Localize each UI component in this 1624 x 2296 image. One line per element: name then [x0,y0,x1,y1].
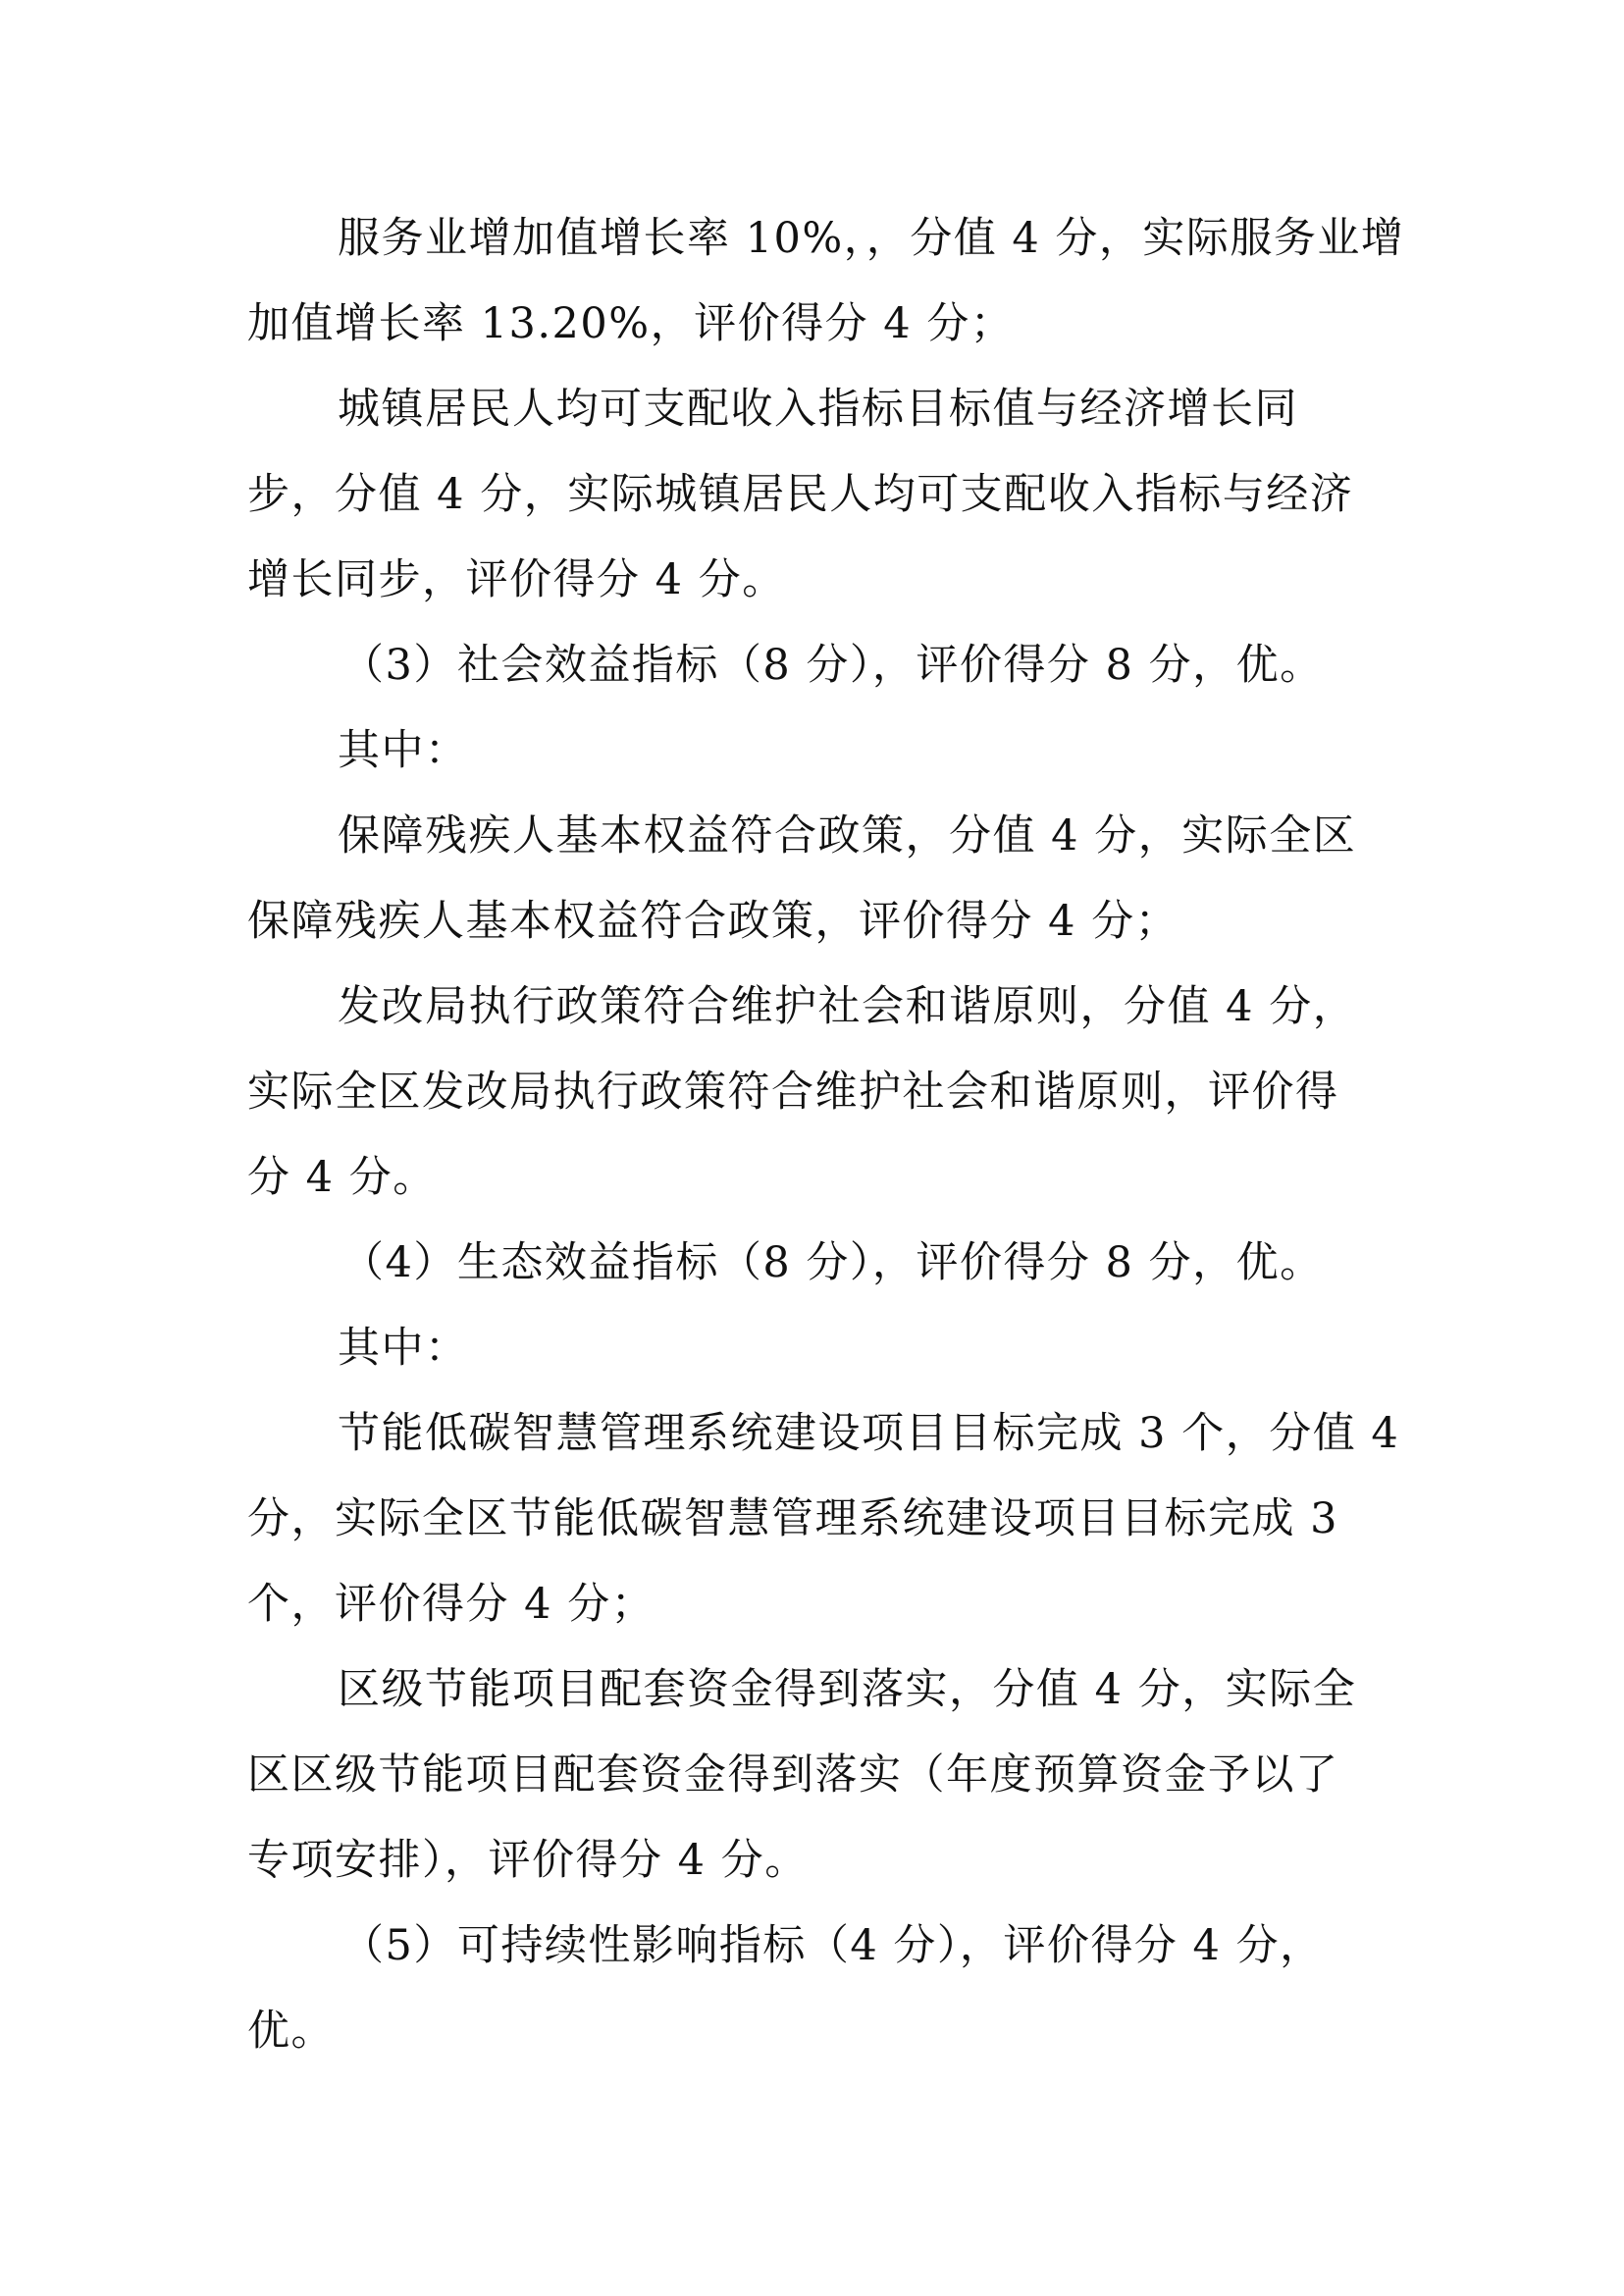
section-heading: （5）可持续性影响指标（4 分），评价得分 4 分， [341,1921,1324,1970]
paragraph-line: 优。 [247,2007,335,2056]
paragraph-line: 服务业增加值增长率 10%，，分值 4 分，实际服务业增 [338,214,1405,263]
paragraph-line: 步，分值 4 分，实际城镇居民人均可支配收入指标与经济 [247,470,1354,519]
paragraph-line: 专项安排），评价得分 4 分。 [247,1836,809,1885]
paragraph-line: 保障残疾人基本权益符合政策，分值 4 分，实际全区 [338,811,1357,861]
paragraph-line: 区区级节能项目配套资金得到落实（年度预算资金予以了 [247,1750,1339,1800]
paragraph-line: 分 4 分。 [247,1153,437,1202]
paragraph-line: 加值增长率 13.20%，评价得分 4 分； [247,299,1015,348]
paragraph-line: 其中： [338,726,469,775]
paragraph-line: 保障残疾人基本权益符合政策，评价得分 4 分； [247,897,1179,946]
paragraph-line: 实际全区发改局执行政策符合维护社会和谐原则，评价得 [247,1068,1339,1117]
section-heading: （4）生态效益指标（8 分），评价得分 8 分，优。 [341,1238,1324,1287]
paragraph-line: 分，实际全区节能低碳智慧管理系统建设项目目标完成 3 [247,1494,1339,1543]
paragraph-line: 发改局执行政策符合维护社会和谐原则，分值 4 分， [338,982,1357,1031]
paragraph-line: 个，评价得分 4 分； [247,1580,655,1629]
document-body [247,196,1405,2074]
paragraph-line: 区级节能项目配套资金得到落实，分值 4 分，实际全 [338,1665,1357,1714]
paragraph-line: 节能低碳智慧管理系统建设项目目标完成 3 个，分值 4 [338,1409,1400,1458]
paragraph-line: 其中： [338,1324,469,1373]
paragraph-line: 城镇居民人均可支配收入指标目标值与经济增长同 [338,385,1298,434]
paragraph-line: 增长同步，评价得分 4 分。 [247,555,786,604]
section-heading: （3）社会效益指标（8 分），评价得分 8 分，优。 [341,641,1324,690]
